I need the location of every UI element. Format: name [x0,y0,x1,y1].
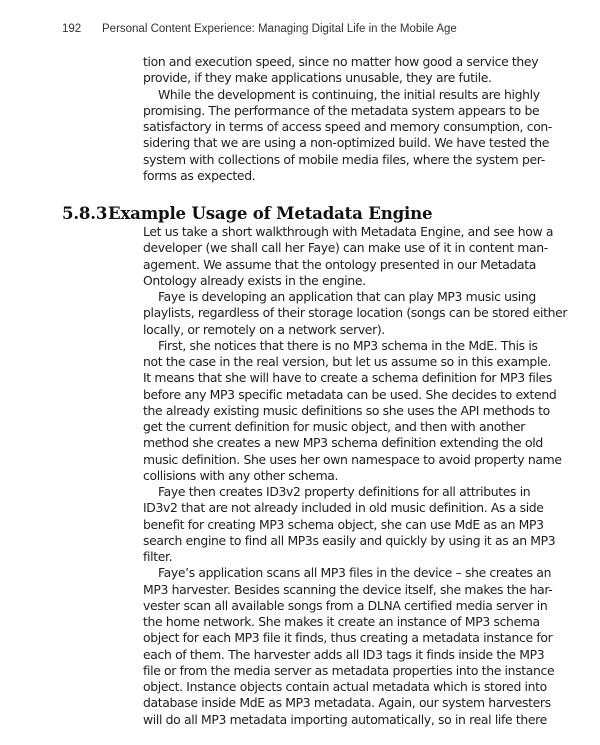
page-number: 192 [62,23,82,35]
text-line: the already existing music definitions so she uses the API methods to [143,402,550,418]
text-line: developer (we shall call her Faye) can make use of it in content man- [143,240,548,256]
body-text-top [143,54,553,184]
text-line: vester scan all available songs from a DLNA certified media server in [143,597,548,613]
book-title: Personal Content Experience: Managing Digital Life in the Mobile Age [102,23,457,35]
text-line: system with collections of mobile media files, where the system per- [143,151,545,167]
section-heading [62,203,432,223]
paragraph [143,86,553,185]
text-line: satisfactory in terms of access speed and memory consumption, con- [143,119,553,134]
paragraph [143,289,568,338]
body-text-section [143,224,568,728]
section-title: Example Usage of Metadata Engine [108,203,433,223]
text-line: playlists, regardless of their storage location (songs can be stored either [143,305,568,321]
paragraph [143,565,555,728]
text-line: First, she notices that there is no MP3 schema in the MdE. This is [158,337,538,353]
text-line: promising. The performance of the metadata system appears to be [143,102,540,118]
text-line: database inside MdE as MP3 metadata. Again, our system harvesters [143,695,551,711]
text-line: before any MP3 specific metadata can be used. She decides to extend [143,386,557,402]
paragraph [143,484,556,565]
text-line: MP3 harvester. Besides scanning the device itself, she makes the har- [143,581,553,597]
text-line: object for each MP3 file it finds, thus creating a metadata instance for [143,630,553,646]
text-line: Ontology already exists in the engine. [143,272,366,288]
text-line: the home network. She makes it create an instance of MP3 schema [143,614,540,629]
text-line: agement. We assume that the ontology presented in our Metadata [143,256,537,272]
text-line: Faye then creates ID3v2 property definitions for all attributes in [158,484,531,499]
text-line: file or from the media server as metadata properties into the instance [143,662,555,678]
text-line: locally, or remotely on a network server). [143,321,385,337]
text-line: It means that she will have to create a schema definition for MP3 files [143,370,552,386]
running-head [62,23,457,39]
text-line: filter. [143,549,173,564]
paragraph [143,224,554,289]
text-line: Faye’s application scans all MP3 files in the device – she creates an [158,565,552,581]
text-line: Let us take a short walkthrough with Metadata Engine, and see how a [143,224,554,239]
paragraph [143,54,539,87]
text-line: While the development is continuing, the initial results are highly [158,86,540,102]
text-line: forms as expected. [143,167,256,183]
text-line: sidering that we are using a non-optimized build. We have tested the [143,135,550,151]
text-line: object. Instance objects contain actual metadata which is stored into [143,679,547,694]
text-line: Faye is developing an application that can play MP3 music using [158,289,536,304]
text-line: collisions with any other schema. [143,467,339,483]
text-line: get the current definition for music object, and then with another [143,419,526,434]
paragraph [143,337,562,484]
text-line: will do all MP3 metadata importing automatically, so in real life there [143,711,547,727]
text-line: search engine to find all MP3s easily and quickly by using it as an MP3 [143,532,556,548]
text-line: provide, if they make applications unusable, they are futile. [143,70,492,86]
text-line: ID3v2 that are not already included in old music definition. As a side [143,500,544,516]
text-line: tion and execution speed, since no matter how good a service they [143,54,539,69]
text-line: method she creates a new MP3 schema definition extending the old [143,435,543,451]
section-number: 5.8.3 [62,203,108,223]
text-line: each of them. The harvester adds all ID3 tags it finds inside the MP3 [143,646,545,662]
text-line: music definition. She uses her own namespace to avoid property name [143,451,562,467]
text-line: benefit for creating MP3 schema object, she can use MdE as an MP3 [143,516,544,532]
text-line: not the case in the real version, but let us assume so in this example. [143,354,551,369]
